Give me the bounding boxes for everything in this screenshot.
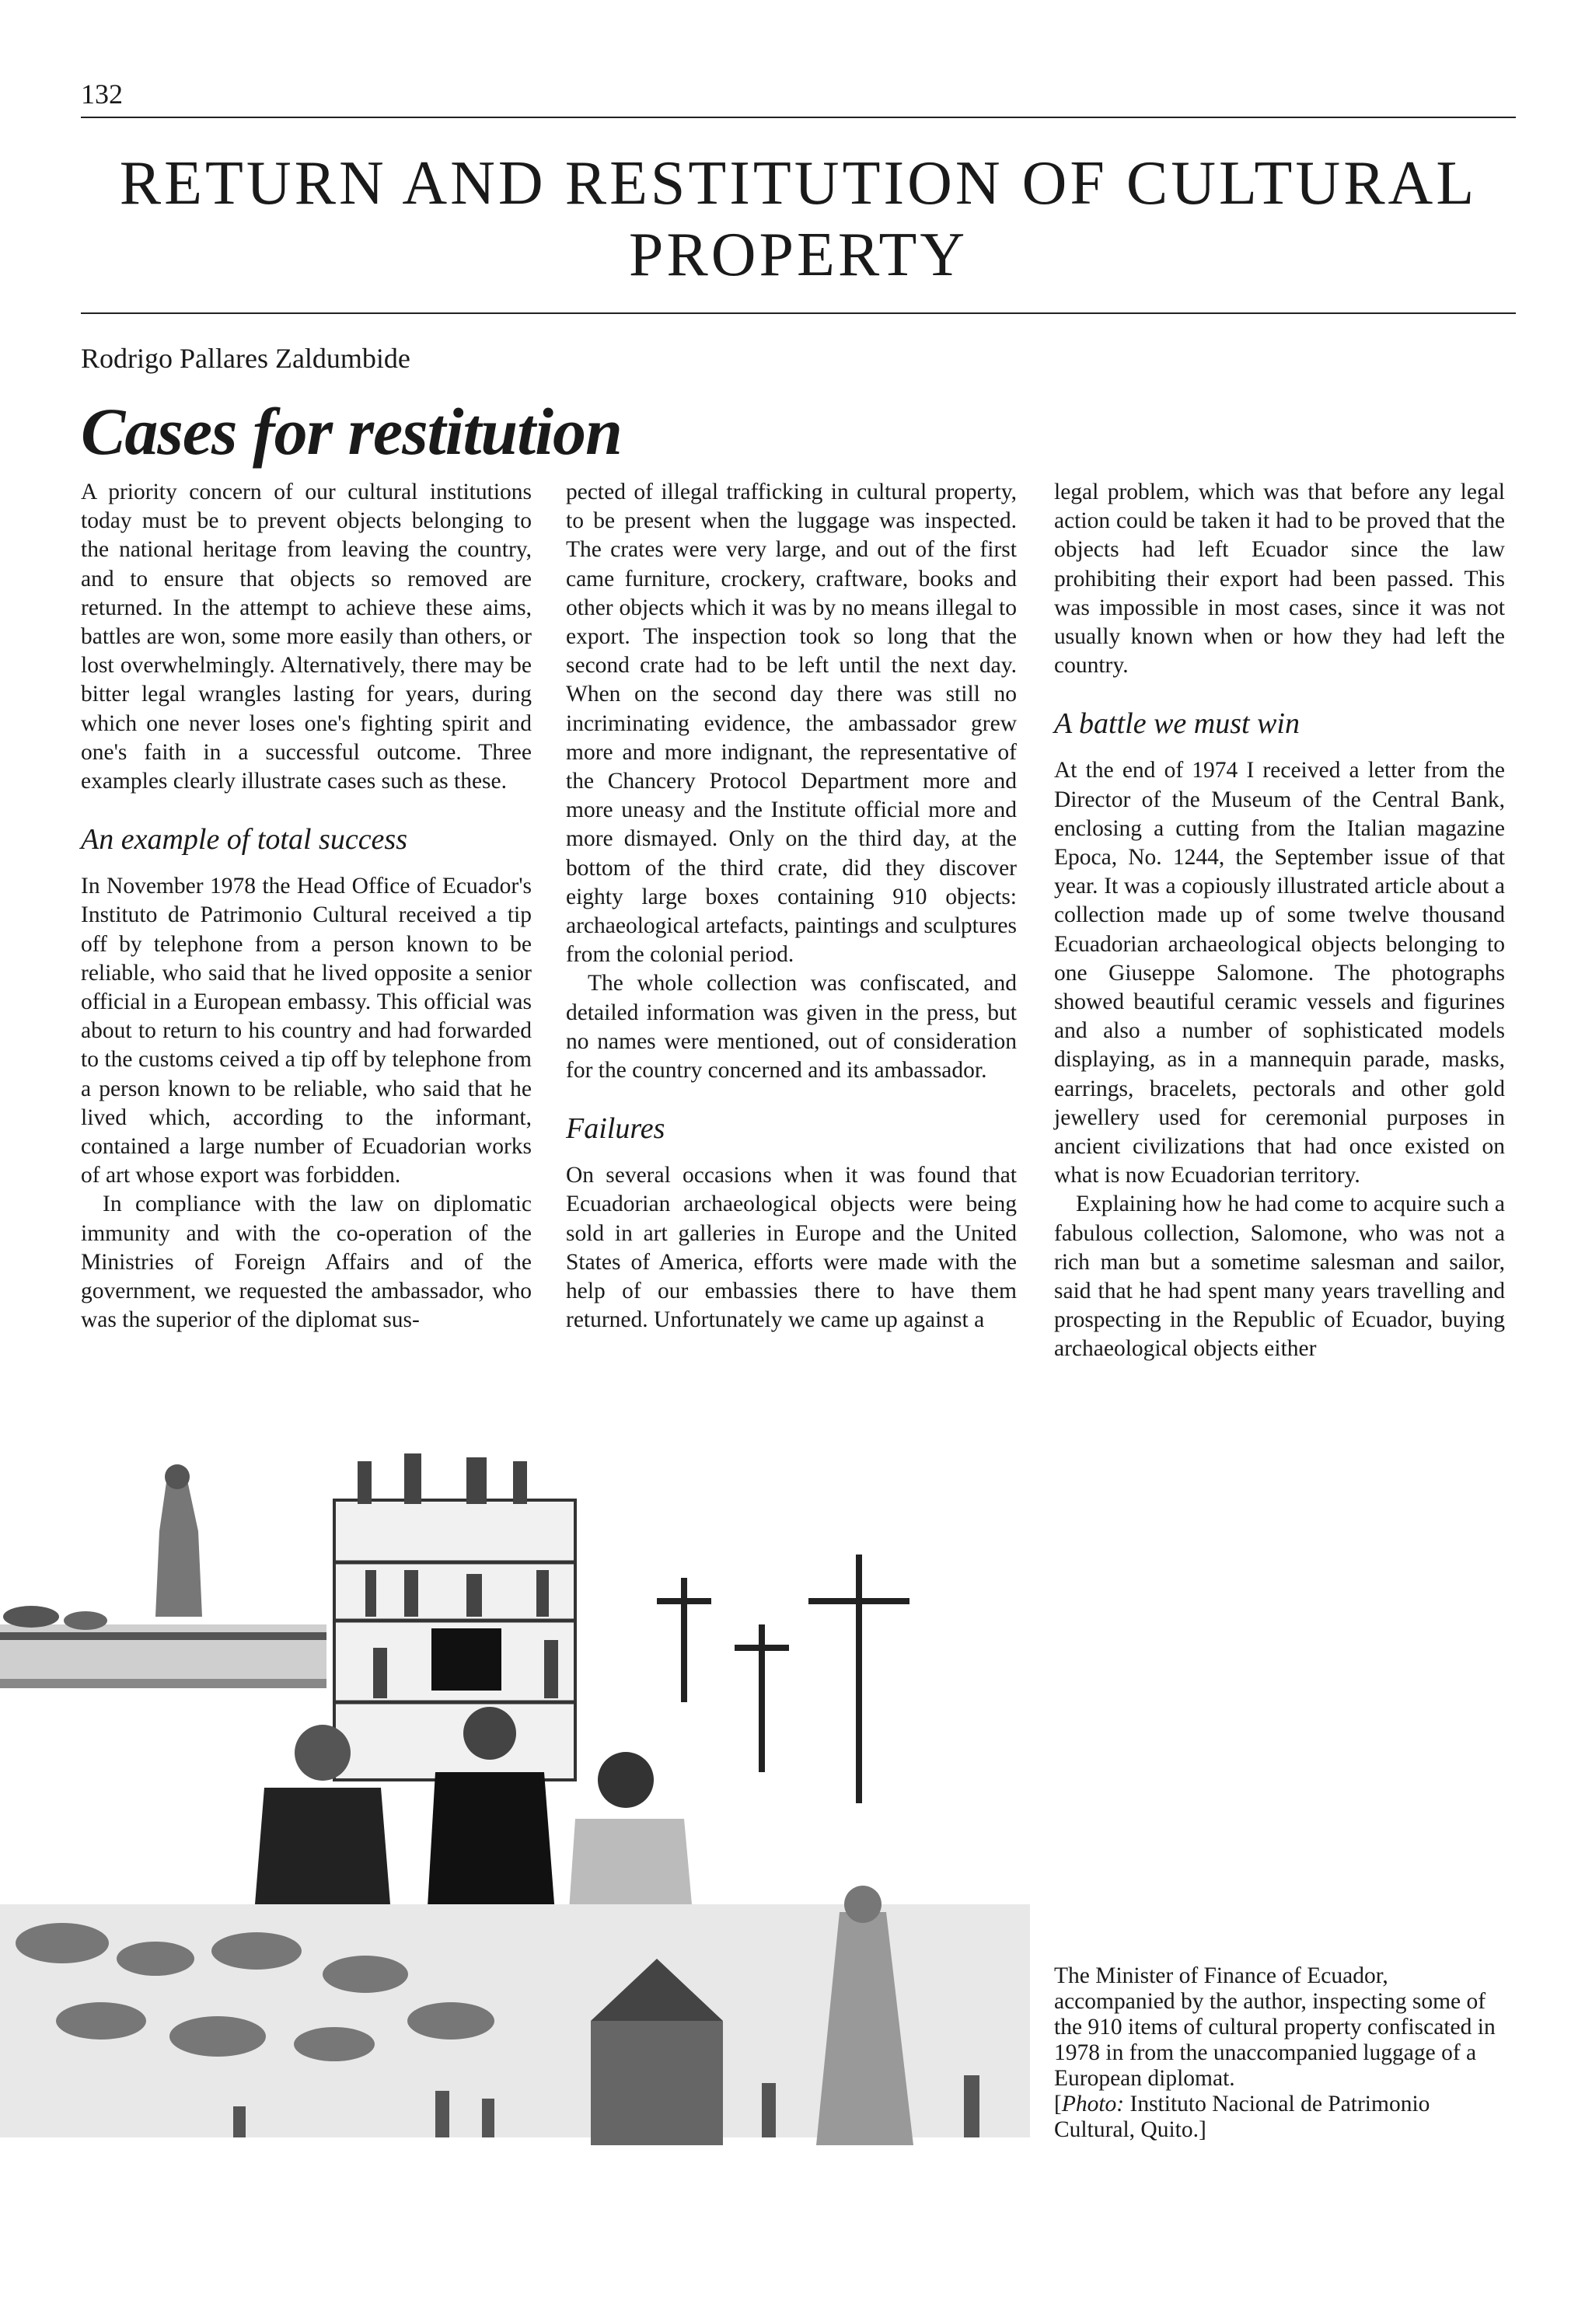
photo-caption	[1054, 1963, 1501, 2143]
article-headline: Cases for restitution	[81, 394, 622, 469]
paragraph: In compliance with the law on diplomatic immunity and with the co-operation of the Ministries of Foreign Affairs and of the government, we requested the ambassador, who was the superior of the diplomat sus-	[81, 1192, 532, 1333]
text-column-3	[1054, 478, 1505, 1364]
text-column-2	[566, 478, 1017, 1335]
credit-text: Instituto Nacional de Patrimonio Cultural, Quito.]	[1054, 2092, 1430, 2142]
subheading-total-success: An example of total success	[81, 823, 408, 857]
caption-text: The Minister of Finance of Ecuador, accompanied by the author, inspecting some of the 910 items of cultural property confiscated in 1978 in from the unaccompanied luggage of a European diplomat.	[1054, 1963, 1496, 2091]
photo-confiscated-collection	[0, 1446, 1030, 2176]
subheading-battle: A battle we must win	[1054, 707, 1300, 741]
paragraph: The whole collection was confiscated, and detailed information was given in the press, but no names were mentioned, out of consideration for the country concerned and its ambassador.	[566, 971, 1017, 1083]
paragraph: pected of illegal trafficking in cultural property, to be present when the luggage was inspected. The crates were very large, and out of the first came furniture, crockery, craftware, books and other objects which it was by no means illegal to export. The inspection took so long that the second crate had to be left until the next day. When on the second day there was still no incriminating evidence, the ambassador grew more and more indignant, the representative of the Chancery Protocol Department more and more uneasy and the Institute official more and more dismayed. Only on the third day, at the bottom of the third crate, did they discover eighty large boxes containing 910 objects: archaeological artefacts, paintings and sculptures from the colonial period.	[566, 480, 1017, 968]
paragraph: Explaining how he had come to acquire such a fabulous collection, Salomone, who was not a rich man but a sometime salesman and sailor, said that he had spent many years travelling and prospecting in the Republic of Ecuador, buying archaeological objects either	[1054, 1192, 1505, 1362]
subheading-failures: Failures	[566, 1112, 665, 1146]
paragraph: On several occasions when it was found that Ecuadorian archaeological objects were being sold in art galleries in Europe and the United States of America, efforts were made with the help of our embassies there to have them returned. Unfortunately we came up against a	[566, 1163, 1017, 1333]
paragraph: legal problem, which was that before any legal action could be taken it had to be proved that the objects had left Ecuador since the law prohibiting their export had been passed. This was impossible in most cases, since it was not usually known when or how they had left the country.	[1054, 480, 1505, 679]
paragraph: At the end of 1974 I received a letter from the Director of the Museum of the Central Bank, enclosing a cutting from the Italian magazine Epoca, No. 1244, the September issue of that year. It was a copiously illustrated article about a collection made up of some twelve thousand Ecuadorian archaeological objects belonging to one Giuseppe Salomone. The photographs showed beautiful ceramic vessels and figurines and also a number of sophisticated models displaying, as in a mannequin parade, masks, earrings, bracelets, pectorals and other gold jewellery used for ceremonial purposes in ancient civilizations that had once existed on what is now Ecuadorian territory.	[1054, 758, 1505, 1188]
section-title: RETURN AND RESTITUTION OF CULTURAL PROPERTY	[119, 149, 1478, 289]
page-number: 132	[81, 79, 123, 110]
text-column-1	[81, 478, 532, 1335]
author-name: Rodrigo Pallares Zaldumbide	[81, 343, 410, 374]
photo-credit	[1054, 2092, 1430, 2142]
header-rule-top	[81, 117, 1516, 118]
paragraph: A priority concern of our cultural institutions today must be to prevent objects belonging to the national heritage from leaving the country, and to ensure that objects so removed are returned. In the attempt to achieve these aims, battles are won, some more easily than others, or lost overwhelmingly. Alternatively, there may be bitter legal wrangles lasting for years, during which one never loses one's fighting spirit and one's faith in a successful outcome. Three examples clearly illustrate cases such as these.	[81, 480, 532, 794]
paragraph: In November 1978 the Head Office of Ecuador's Instituto de Patrimonio Cultural received a tip off by telephone from a person known to be reliable, who said that he lived opposite a senior official in a European embassy. This official was about to return to his country and had forwarded to the customs ceived a tip off by telephone from a person known to be reliable, who said that he lived which, according to the informant, contained a large number of Ecuadorian works of art whose export was forbidden.	[81, 874, 532, 1188]
credit-bracket: [	[1054, 2092, 1062, 2116]
header-rule-bottom	[81, 312, 1516, 314]
credit-label: Photo:	[1061, 2092, 1125, 2116]
